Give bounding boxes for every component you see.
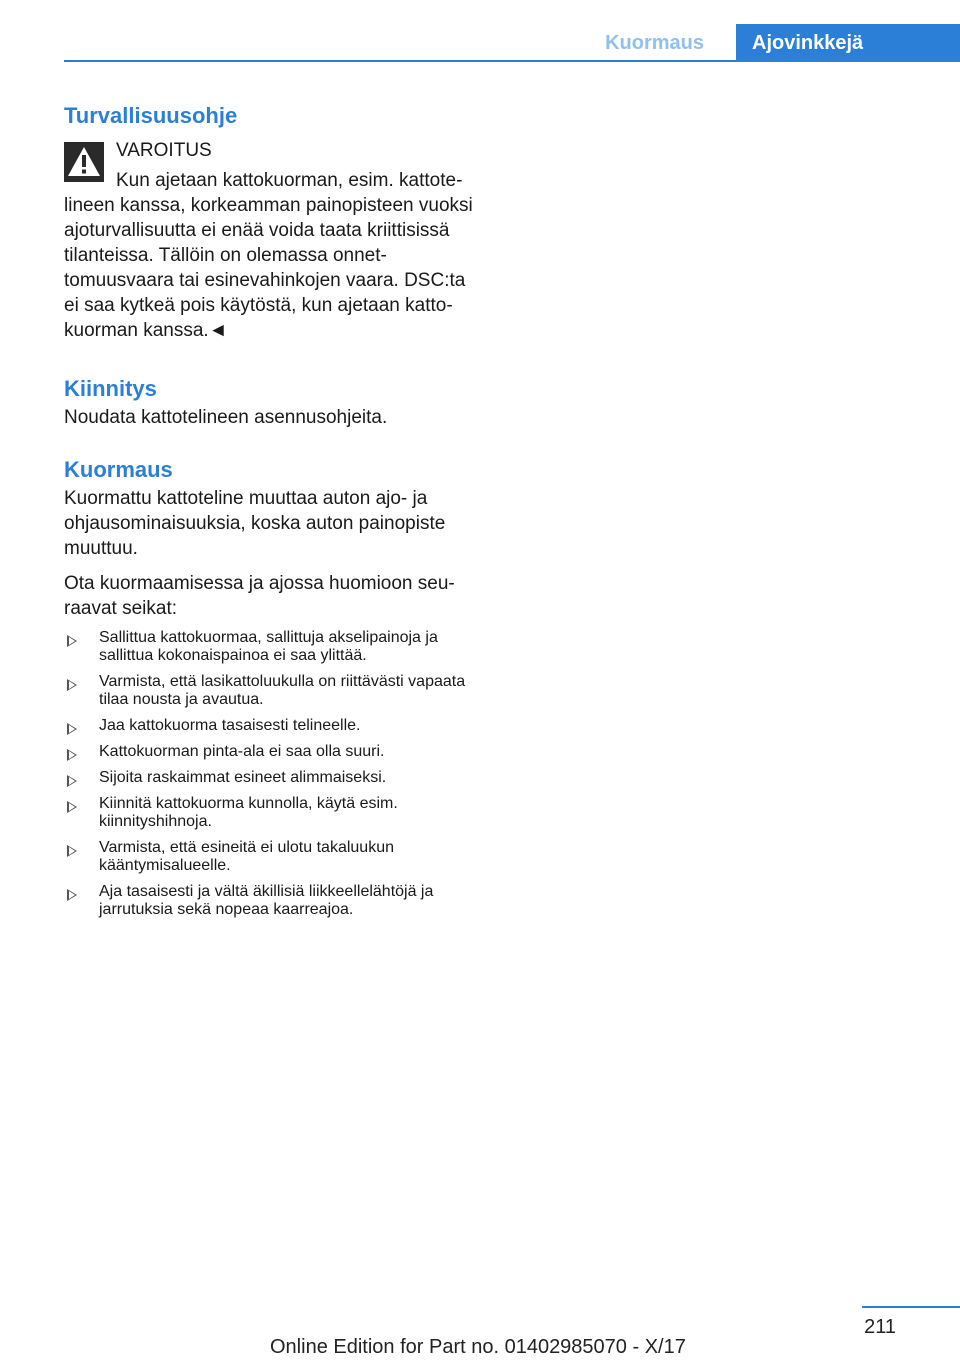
warning-label: VAROITUS <box>116 140 212 161</box>
header-chapter-tab[interactable]: Ajovinkkejä <box>736 24 960 62</box>
bullet-triangle-icon <box>67 845 77 857</box>
warning-block <box>64 138 480 343</box>
list-item <box>64 629 480 665</box>
header-section-tab[interactable]: Kuormaus <box>605 32 704 54</box>
list-item <box>64 769 480 787</box>
list-item <box>64 673 480 709</box>
list-item-text: Kattokuorman pinta-ala ei saa olla suuri. <box>99 743 385 760</box>
list-item-text: Kiinnitä kattokuorma kunnolla, käytä esim. kiinnityshihnoja. <box>99 795 398 830</box>
loading-intro-2: Ota kuormaamisessa ja ajossa huomioon seuraavat seikat: <box>64 573 455 619</box>
list-item <box>64 883 480 919</box>
footer-divider <box>862 1306 960 1308</box>
warning-triangle-icon <box>64 142 104 182</box>
list-item <box>64 839 480 875</box>
edition-note: Online Edition for Part no. 01402985070 - X/17 <box>270 1336 686 1358</box>
bullet-triangle-icon <box>67 889 77 901</box>
list-item-text: Jaa kattokuorma tasaisesti telineelle. <box>99 717 361 734</box>
header-divider <box>64 60 960 62</box>
list-item <box>64 743 480 761</box>
page-number: 211 <box>864 1316 896 1338</box>
loading-heading: Kuormaus <box>64 457 173 482</box>
list-item-text: Varmista, että esineitä ei ulotu takaluukun kääntymisalueelle. <box>99 839 394 874</box>
mounting-text: Noudata kattotelineen asennusohjeita. <box>64 407 388 428</box>
bullet-triangle-icon <box>67 801 77 813</box>
safety-heading: Turvallisuusohje <box>64 103 238 128</box>
loading-list <box>64 629 480 919</box>
content-column <box>64 100 480 927</box>
bullet-triangle-icon <box>67 723 77 735</box>
loading-intro: Kuormattu kattoteline muuttaa auton ajo- ja ohjausominaisuuksia, koska auton painopiste muuttuu. <box>64 488 446 559</box>
list-item <box>64 717 480 735</box>
bullet-triangle-icon <box>67 749 77 761</box>
list-item-text: Varmista, että lasikattoluukulla on riittävästi vapaata tilaa nousta ja avautua. <box>99 673 466 708</box>
bullet-triangle-icon <box>67 775 77 787</box>
mounting-heading: Kiinnitys <box>64 376 157 401</box>
list-item-text: Sallittua kattokuormaa, sallittuja akselipainoja ja sallittua kokonaispainoa ei saa ylittää. <box>99 629 438 664</box>
list-item-text: Sijoita raskaimmat esineet alimmaiseksi. <box>99 769 387 786</box>
list-item-text: Aja tasaisesti ja vältä äkillisiä liikkeellelähtöjä ja jarrutuksia sekä nopeaa kaarreajoa. <box>99 883 434 918</box>
list-item <box>64 795 480 831</box>
bullet-triangle-icon <box>67 635 77 647</box>
bullet-triangle-icon <box>67 679 77 691</box>
warning-text: Kun ajetaan kattokuorman, esim. kattotelineen kanssa, korkeamman painopisteen vuoksi ajoturvallisuutta ei enää voida taata kriittisissä tilanteissa. Tällöin on olemassa onnettomuusvaara tai esinevahinkojen vaara. DSC:ta ei saa kytkeä pois käytöstä, kun ajetaan kattokuorman kanssa.◄ <box>64 170 473 341</box>
